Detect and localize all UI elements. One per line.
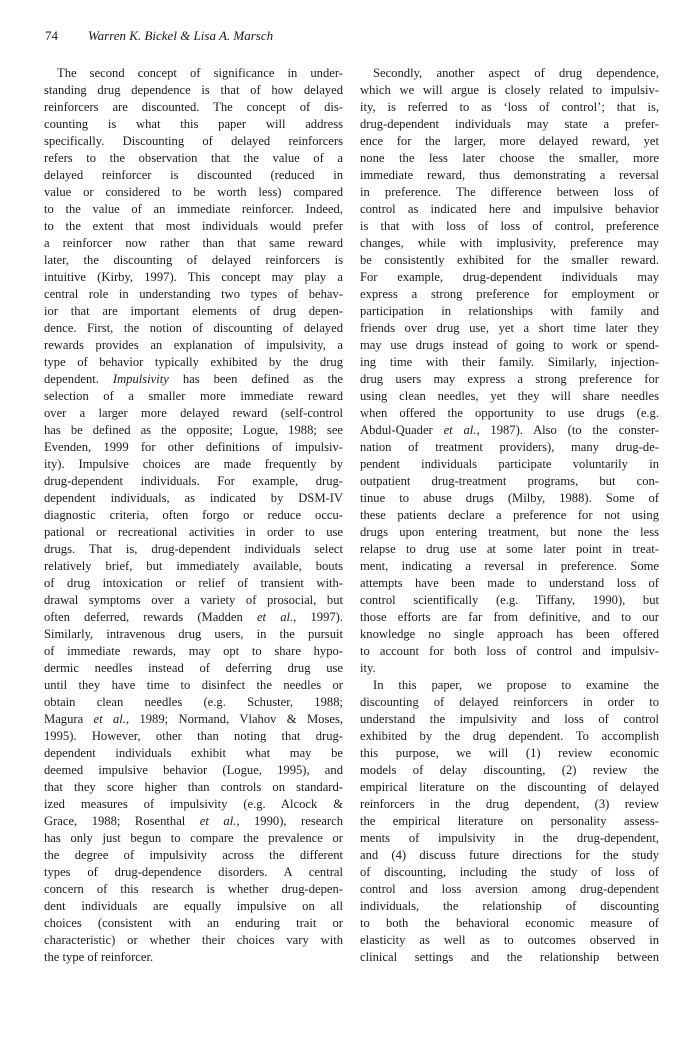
text-line: dependent. Impulsivity has been defined as the bbox=[44, 372, 343, 386]
text-line: drug users may express a strong preference for bbox=[360, 372, 659, 386]
text-line: individuals, the relationship of discounting bbox=[360, 899, 659, 913]
text-line: dent individuals are equally impulsive on all bbox=[44, 899, 343, 913]
text-line: drug-dependent individuals may state a prefer- bbox=[360, 117, 659, 131]
text-line: this purpose, we will (1) review economic bbox=[360, 746, 659, 760]
text-line: that they score higher than controls on standard- bbox=[44, 780, 343, 794]
text-line: of drug intoxication or relief of transient with- bbox=[44, 576, 343, 590]
text-line: friends over drug use, yet a short time later they bbox=[360, 321, 659, 335]
text-line: concern of this research is whether drug-depen- bbox=[44, 882, 343, 896]
text-line: may use drugs instead of going to work or spend- bbox=[360, 338, 659, 352]
text-line: elasticity as well as to outcomes observed in bbox=[360, 933, 659, 947]
text-line: to account for both loss of control and impulsiv- bbox=[360, 644, 659, 658]
text-line: choices (consistent with an enduring trait or bbox=[44, 916, 343, 930]
text-line: dependent individuals exhibit what may be bbox=[44, 746, 343, 760]
text-line: control and loss aversion among drug-dependent bbox=[360, 882, 659, 896]
text-line: Similarly, intravenous drug users, in the pursuit bbox=[44, 627, 343, 641]
text-line: over a larger more delayed reward (self-control bbox=[44, 406, 343, 420]
text-line: The second concept of significance in under- bbox=[57, 66, 343, 80]
paragraph bbox=[360, 65, 659, 677]
text-line: when offered the opportunity to use drugs (e.g. bbox=[360, 406, 659, 420]
text-line: the degree of impulsivity across the different bbox=[44, 848, 343, 862]
italic-text: et al. bbox=[93, 712, 126, 726]
text-line: drawal symptoms over a variety of prosocial, but bbox=[44, 593, 343, 607]
text-line: immediate reward, thus demonstrating a reversal bbox=[360, 168, 659, 182]
text-line: express a strong preference for employment or bbox=[360, 287, 659, 301]
paragraph bbox=[360, 677, 659, 966]
text-line: clinical settings and the relationship between bbox=[360, 950, 659, 964]
text-line: nation of treatment providers), many drug-de- bbox=[360, 440, 659, 454]
text-line: Evenden, 1999 for other definitions of impulsiv- bbox=[44, 440, 343, 454]
italic-text: et al. bbox=[256, 610, 294, 624]
text-line: drug-dependent individuals. For example, drug- bbox=[44, 474, 343, 488]
text-line: Abdul-Quader et al., 1987). Also (to the conster- bbox=[360, 423, 660, 437]
text-line: Secondly, another aspect of drug dependence, bbox=[373, 66, 659, 80]
text-line: participation in relationships with family and bbox=[360, 304, 659, 318]
paragraph bbox=[44, 65, 343, 966]
text-line: value or considered to be worth less) compared bbox=[44, 185, 343, 199]
text-line: ity. bbox=[360, 661, 376, 675]
italic-text: Impulsivity bbox=[112, 372, 169, 386]
text-line: those efforts are far from definitive, and to our bbox=[360, 610, 659, 624]
text-line: For example, drug-dependent individuals may bbox=[360, 270, 659, 284]
right-column bbox=[360, 65, 659, 966]
text-line: knowledge no single approach has been offered bbox=[360, 627, 659, 641]
text-line: to the value of an immediate reinforcer. Indeed, bbox=[44, 202, 343, 216]
text-line: the type of reinforcer. bbox=[44, 950, 154, 964]
text-line: changes, while with implusivity, preference may bbox=[360, 236, 659, 250]
text-line: often deferred, rewards (Madden et al., 1997). bbox=[44, 610, 343, 624]
text-line: ity). Impulsive choices are made frequently by bbox=[44, 457, 343, 471]
text-line: ence for the larger, more delayed reward, yet bbox=[360, 134, 659, 148]
italic-text: et al. bbox=[199, 814, 237, 828]
text-line: refers to the observation that the value of a bbox=[44, 151, 343, 165]
text-line: dependent individuals, as indicated by DSM-IV bbox=[44, 491, 343, 505]
text-line: empirical literature on the discounting of delayed bbox=[360, 780, 659, 794]
text-line: ing time with their family. Similarly, injection- bbox=[360, 355, 659, 369]
text-line: reinforcers are discounted. The concept of dis- bbox=[44, 100, 343, 114]
text-line: control as indicated here and impulsive behavior bbox=[360, 202, 659, 216]
text-line: later, the discounting of delayed reinforcers is bbox=[44, 253, 343, 267]
text-line: until they have time to disinfect the needles or bbox=[44, 678, 343, 692]
running-header bbox=[45, 27, 273, 44]
text-line: ments of impulsivity in the drug-dependent, bbox=[360, 831, 659, 845]
text-line: models of delay discounting, (2) review the bbox=[360, 763, 659, 777]
text-line: pational or recreational activities in order to use bbox=[44, 525, 343, 539]
text-line: in preference. The difference between loss of bbox=[360, 185, 659, 199]
text-line: tinue to abuse drugs (Milby, 1988). Some of bbox=[360, 491, 659, 505]
text-line: of discounting, including the study of loss of bbox=[360, 865, 659, 879]
text-line: Grace, 1988; Rosenthal et al., 1990), research bbox=[44, 814, 343, 828]
text-line: delayed reinforcer is discounted (reduced in bbox=[44, 168, 343, 182]
text-line: control scientifically (e.g. Tiffany, 1990), but bbox=[360, 593, 659, 607]
text-line: has be defined as the opposite; Logue, 1988; see bbox=[44, 423, 343, 437]
text-line: dermic needles instead of deferring drug use bbox=[44, 661, 343, 675]
text-line: intuitive (Kirby, 1997). This concept may play a bbox=[44, 270, 343, 284]
text-line: to both the behavioral economic measure of bbox=[360, 916, 659, 930]
text-line: drugs. That is, drug-dependent individuals select bbox=[44, 542, 343, 556]
text-line: relatively brief, but immediately available, bouts bbox=[44, 559, 343, 573]
text-line: characteristic) or whether their choices vary with bbox=[44, 933, 343, 947]
text-line: none the less later choose the smaller, more bbox=[360, 151, 659, 165]
text-line: the empirical literature on personality assess- bbox=[360, 814, 659, 828]
text-line: pendent individuals participate voluntarily in bbox=[360, 457, 659, 471]
text-line: types of drug-dependence disorders. A central bbox=[44, 865, 343, 879]
text-line: deemed impulsive behavior (Logue, 1995), and bbox=[44, 763, 343, 777]
text-line: understand the impulsivity and loss of control bbox=[360, 712, 659, 726]
text-line: reinforcers in the drug dependent, (3) review bbox=[360, 797, 659, 811]
text-line: In this paper, we propose to examine the bbox=[373, 678, 659, 692]
text-line: ment, indicating a reversal in preference. Some bbox=[360, 559, 659, 573]
text-line: dence. First, the notion of discounting of delayed bbox=[44, 321, 343, 335]
text-line: exhibited by the drug dependent. To accomplish bbox=[360, 729, 659, 743]
italic-text: et al. bbox=[443, 423, 477, 437]
text-line: be consistently exhibited for the smaller reward. bbox=[360, 253, 659, 267]
text-line: type of behavior typically exhibited by the drug bbox=[44, 355, 343, 369]
text-line: has only just begun to compare the prevalence or bbox=[44, 831, 343, 845]
text-line: selection of a smaller more immediate reward bbox=[44, 389, 343, 403]
text-line: central role in understanding two types of behav- bbox=[44, 287, 343, 301]
text-line: is that with loss of loss of control, preference bbox=[360, 219, 659, 233]
text-line: which we will argue is closely related to impulsiv- bbox=[360, 83, 659, 97]
text-line: of immediate rewards, may opt to share hypo- bbox=[44, 644, 343, 658]
left-column bbox=[44, 65, 343, 966]
text-line: relapse to drug use at some later point in treat- bbox=[360, 542, 659, 556]
text-line: ior that are important elements of drug depen- bbox=[44, 304, 343, 318]
text-line: attempts have been made to understand loss of bbox=[360, 576, 659, 590]
text-line: to the extent that most individuals would prefer bbox=[44, 219, 343, 233]
text-line: standing drug dependence is that of how delayed bbox=[44, 83, 343, 97]
text-line: diagnostic criteria, often forgo or reduce occu- bbox=[44, 508, 343, 522]
text-line: Magura et al., 1989; Normand, Vlahov & Moses, bbox=[44, 712, 343, 726]
page-number: 74 bbox=[45, 28, 58, 43]
text-line: counting is what this paper will address bbox=[44, 117, 343, 131]
running-header-authors: Warren K. Bickel & Lisa A. Marsch bbox=[88, 28, 274, 43]
text-line: discounting of delayed reinforcers in order to bbox=[360, 695, 659, 709]
text-line: drugs upon entering treatment, but none the less bbox=[360, 525, 659, 539]
text-line: 1995). However, other than noting that drug- bbox=[44, 729, 343, 743]
text-line: using clean needles, yet they will share needles bbox=[360, 389, 659, 403]
text-line: a reinforcer now rather than that same reward bbox=[44, 236, 343, 250]
text-line: these patients declare a preference for not using bbox=[360, 508, 659, 522]
text-line: outpatient drug-treatment programs, but con- bbox=[360, 474, 659, 488]
text-line: and (4) discuss future directions for the study bbox=[360, 848, 659, 862]
text-line: obtain clean needles (e.g. Schuster, 1988; bbox=[44, 695, 343, 709]
text-line: rewards provides an explanation of impulsivity, a bbox=[44, 338, 343, 352]
text-line: specifically. Discounting of delayed reinforcers bbox=[44, 134, 343, 148]
text-line: ized measures of impulsivity (e.g. Alcock & bbox=[44, 797, 343, 811]
text-line: ity, is referred to as ‘loss of control’; that is, bbox=[360, 100, 659, 114]
